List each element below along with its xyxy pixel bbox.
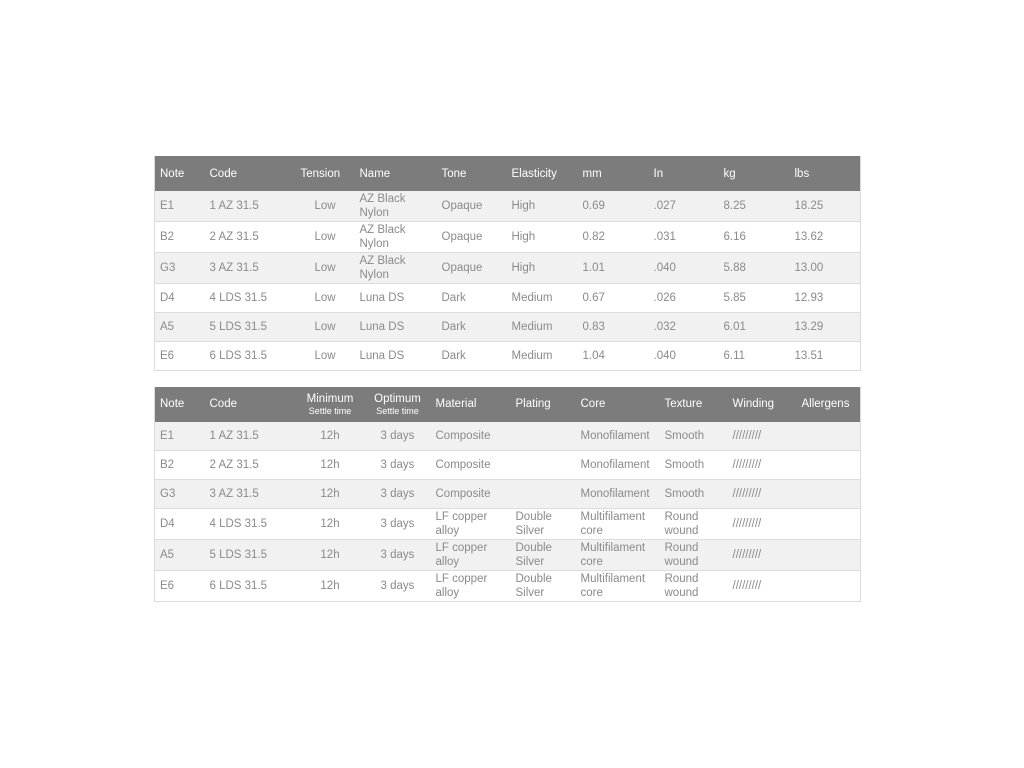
cell-plating [511,480,576,509]
cell-note: G3 [155,480,205,509]
cell-note: D4 [155,509,205,540]
cell-optimum-settle: 3 days [365,480,431,509]
cell-tension: Low [296,284,355,313]
cell-minimum-settle: 12h [296,422,365,451]
cell-texture: Smooth [660,480,728,509]
table-row [155,342,861,371]
header-kg: kg [719,156,790,191]
header-minimum-settle-time: Minimum Settle time [296,387,365,422]
string-specs-table [154,156,861,371]
cell-material: Composite [431,451,511,480]
cell-tension: Low [296,222,355,253]
cell-core: Multifilament core [576,540,660,571]
cell-plating: Double Silver [511,509,576,540]
cell-code: 2 AZ 31.5 [205,451,296,480]
cell-elasticity: High [507,253,578,284]
cell-optimum-settle: 3 days [365,571,431,602]
cell-mm: 0.82 [578,222,649,253]
cell-allergens [797,540,861,571]
cell-allergens [797,509,861,540]
cell-in: .040 [649,253,719,284]
cell-lbs: 12.93 [790,284,861,313]
string-materials-table [154,387,861,602]
cell-note: E6 [155,342,205,371]
table-row [155,222,861,253]
cell-kg: 6.01 [719,313,790,342]
cell-note: A5 [155,313,205,342]
cell-tension: Low [296,253,355,284]
cell-name: Luna DS [355,342,437,371]
cell-tension: Low [296,313,355,342]
cell-code: 4 LDS 31.5 [205,509,296,540]
cell-in: .040 [649,342,719,371]
cell-optimum-settle: 3 days [365,422,431,451]
cell-note: B2 [155,451,205,480]
cell-code: 6 LDS 31.5 [205,571,296,602]
cell-minimum-settle: 12h [296,480,365,509]
cell-note: E1 [155,191,205,222]
cell-allergens [797,422,861,451]
cell-note: G3 [155,253,205,284]
cell-code: 3 AZ 31.5 [205,480,296,509]
cell-code: 2 AZ 31.5 [205,222,296,253]
cell-code: 4 LDS 31.5 [205,284,296,313]
cell-material: Composite [431,480,511,509]
cell-mm: 0.67 [578,284,649,313]
cell-kg: 5.88 [719,253,790,284]
cell-core: Monofilament [576,480,660,509]
cell-in: .032 [649,313,719,342]
cell-tone: Dark [437,284,507,313]
table-row [155,480,861,509]
cell-optimum-settle: 3 days [365,540,431,571]
cell-material: LF copper alloy [431,540,511,571]
cell-code: 1 AZ 31.5 [205,191,296,222]
cell-allergens [797,571,861,602]
header-name: Name [355,156,437,191]
table-row [155,313,861,342]
cell-note: A5 [155,540,205,571]
cell-in: .027 [649,191,719,222]
header-mm: mm [578,156,649,191]
table-row [155,253,861,284]
cell-kg: 5.85 [719,284,790,313]
cell-core: Multifilament core [576,509,660,540]
header-tension: Tension [296,156,355,191]
header-tone: Tone [437,156,507,191]
cell-winding: ///////// [728,422,797,451]
cell-kg: 8.25 [719,191,790,222]
cell-optimum-settle: 3 days [365,509,431,540]
header-code: Code [205,387,296,422]
table-row [155,191,861,222]
cell-code: 3 AZ 31.5 [205,253,296,284]
table-row [155,284,861,313]
cell-name: AZ Black Nylon [355,253,437,284]
cell-lbs: 13.51 [790,342,861,371]
cell-code: 5 LDS 31.5 [205,540,296,571]
header-winding: Winding [728,387,797,422]
cell-tension: Low [296,342,355,371]
cell-winding: ///////// [728,571,797,602]
cell-elasticity: High [507,191,578,222]
cell-texture: Smooth [660,451,728,480]
header-optimum-settle-time: Optimum Settle time [365,387,431,422]
header-texture: Texture [660,387,728,422]
table-row [155,509,861,540]
cell-elasticity: Medium [507,284,578,313]
cell-tone: Opaque [437,191,507,222]
header-elasticity: Elasticity [507,156,578,191]
cell-code: 1 AZ 31.5 [205,422,296,451]
cell-lbs: 13.29 [790,313,861,342]
cell-plating: Double Silver [511,571,576,602]
cell-note: E6 [155,571,205,602]
cell-elasticity: Medium [507,313,578,342]
header-plating: Plating [511,387,576,422]
cell-core: Monofilament [576,422,660,451]
cell-lbs: 18.25 [790,191,861,222]
cell-code: 5 LDS 31.5 [205,313,296,342]
cell-plating [511,422,576,451]
cell-material: Composite [431,422,511,451]
cell-mm: 1.01 [578,253,649,284]
cell-optimum-settle: 3 days [365,451,431,480]
cell-kg: 6.11 [719,342,790,371]
cell-minimum-settle: 12h [296,540,365,571]
cell-core: Multifilament core [576,571,660,602]
cell-lbs: 13.62 [790,222,861,253]
cell-note: B2 [155,222,205,253]
cell-tone: Dark [437,313,507,342]
cell-texture: Round wound [660,509,728,540]
cell-note: E1 [155,422,205,451]
cell-texture: Round wound [660,540,728,571]
cell-allergens [797,451,861,480]
cell-in: .026 [649,284,719,313]
cell-code: 6 LDS 31.5 [205,342,296,371]
cell-name: AZ Black Nylon [355,222,437,253]
table-row [155,422,861,451]
cell-kg: 6.16 [719,222,790,253]
cell-note: D4 [155,284,205,313]
cell-mm: 0.69 [578,191,649,222]
cell-winding: ///////// [728,451,797,480]
cell-allergens [797,480,861,509]
header-core: Core [576,387,660,422]
header-note: Note [155,387,205,422]
cell-elasticity: Medium [507,342,578,371]
cell-winding: ///////// [728,509,797,540]
cell-material: LF copper alloy [431,571,511,602]
cell-tone: Opaque [437,222,507,253]
cell-plating [511,451,576,480]
cell-mm: 1.04 [578,342,649,371]
cell-texture: Smooth [660,422,728,451]
header-code: Code [205,156,296,191]
table-row [155,540,861,571]
header-lbs: lbs [790,156,861,191]
cell-minimum-settle: 12h [296,509,365,540]
cell-lbs: 13.00 [790,253,861,284]
cell-name: Luna DS [355,284,437,313]
cell-core: Monofilament [576,451,660,480]
cell-winding: ///////// [728,540,797,571]
cell-name: Luna DS [355,313,437,342]
table-header-row [155,156,861,191]
header-note: Note [155,156,205,191]
cell-tone: Opaque [437,253,507,284]
cell-mm: 0.83 [578,313,649,342]
cell-name: AZ Black Nylon [355,191,437,222]
cell-texture: Round wound [660,571,728,602]
cell-tone: Dark [437,342,507,371]
table-row [155,571,861,602]
cell-material: LF copper alloy [431,509,511,540]
cell-plating: Double Silver [511,540,576,571]
cell-winding: ///////// [728,480,797,509]
header-material: Material [431,387,511,422]
cell-elasticity: High [507,222,578,253]
cell-tension: Low [296,191,355,222]
table-header-row [155,387,861,422]
cell-minimum-settle: 12h [296,451,365,480]
header-in: In [649,156,719,191]
header-allergens: Allergens [797,387,861,422]
cell-in: .031 [649,222,719,253]
cell-minimum-settle: 12h [296,571,365,602]
table-row [155,451,861,480]
